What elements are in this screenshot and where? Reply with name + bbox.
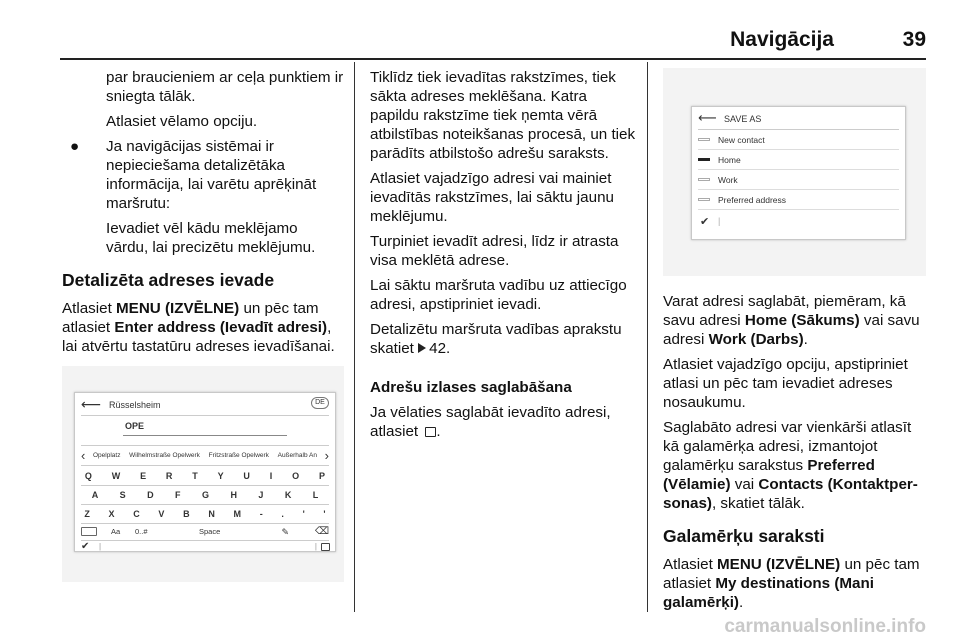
preferred-icon: [698, 198, 710, 201]
option-label: Home: [718, 154, 741, 165]
numbers-key[interactable]: 0..#: [135, 527, 148, 536]
page-title: Navigācija: [730, 28, 834, 51]
section-heading: Detalizēta adreses ievade: [62, 270, 275, 290]
work-label: Work (Darbs): [708, 331, 804, 348]
key[interactable]: Z: [84, 509, 90, 519]
save-as-figure: [663, 68, 926, 276]
key[interactable]: C: [133, 509, 140, 519]
paragraph: Saglabāto adresi var vienkārši atlasīt kā galamērķa adresi, izmantojot galamērķu sarakstus Preferred (Vēlamie) vai Contacts (Kontaktper-sonas), skatiet tālāk.: [663, 419, 918, 512]
header-rule: [60, 58, 926, 60]
keyboard-row-2: [75, 490, 335, 500]
key[interactable]: W: [111, 471, 121, 481]
back-arrow-icon[interactable]: ⟵: [698, 110, 717, 125]
menu-label: MENU (IZVĒLNE): [116, 300, 240, 317]
paragraph: Atlasiet vajadzīgo adresi vai mainiet ievadītās rakstzīmes, lai sāktu jaunu meklējumu.: [370, 170, 614, 225]
paragraph: par braucieniem ar ceļa punktiem ir sniegta tālāk.: [106, 69, 344, 105]
watermark: carmanualsonline.info: [724, 616, 926, 637]
suggestion[interactable]: Wilhelmstraße Opelwerk: [129, 452, 200, 459]
key[interactable]: Q: [84, 471, 92, 481]
paragraph: Tiklīdz tiek ievadītas rakstzīmes, tiek sākta adreses meklēšana. Katra papildu rakstzīme tiek ņemta vērā atbilstības noteikšanas procesā, un tiek parādīts atbilstošo adrešu saraksts.: [370, 69, 636, 162]
key[interactable]: T: [192, 471, 198, 481]
key[interactable]: ': [323, 509, 326, 519]
key[interactable]: M: [233, 509, 241, 519]
key[interactable]: V: [158, 509, 165, 519]
key[interactable]: P: [318, 471, 325, 481]
enter-address-label: Enter address (Ievadīt adresi): [114, 319, 328, 336]
keyboard-screen: [74, 392, 336, 552]
keyboard-row-1: [75, 471, 335, 481]
paragraph: Atlasiet MENU (IZVĒLNE) un pēc tam atlasiet Enter address (Ievadīt adresi), lai atvērtu tastatūru adreses ievadīšanai.: [62, 300, 335, 355]
key[interactable]: -: [259, 509, 263, 519]
option-label: Preferred address: [718, 194, 787, 205]
bullet-text: Ja navigācijas sistēmai ir nepieciešama detalizētāka informācija, lai varētu aprēķināt maršrutu:: [106, 138, 317, 212]
paragraph: Atlasiet MENU (IZVĒLNE) un pēc tam atlasiet My destinations (Mani galamērķi).: [663, 556, 920, 611]
chevron-left-icon[interactable]: ‹: [81, 448, 86, 463]
key[interactable]: S: [119, 490, 126, 500]
page-number: 39: [902, 28, 926, 51]
preferred-label: Preferred (Vēlamie): [663, 457, 875, 493]
save-icon[interactable]: [321, 543, 330, 551]
confirm-check-icon[interactable]: ✔: [700, 216, 710, 228]
language-icon[interactable]: DE: [311, 397, 329, 409]
keyboard-icon[interactable]: [81, 527, 97, 536]
paragraph: Atlasiet vajadzīgo opciju, apstipriniet atlasi un pēc tam ievadiet adreses nosaukumu.: [663, 356, 908, 411]
save-option-new-contact[interactable]: [698, 130, 899, 150]
column-divider-2: [647, 62, 648, 612]
key[interactable]: J: [258, 490, 264, 500]
cursor-icon: |: [718, 216, 721, 226]
key[interactable]: D: [147, 490, 154, 500]
input-underline: [123, 435, 287, 436]
city-field[interactable]: Rüsselsheim: [109, 400, 161, 410]
key[interactable]: Y: [217, 471, 224, 481]
work-icon: [698, 178, 710, 181]
paragraph: Lai sāktu maršruta vadību uz attiecīgo adresi, apstipriniet ievadi.: [370, 277, 627, 313]
save-option-home[interactable]: [698, 150, 899, 170]
key[interactable]: H: [230, 490, 237, 500]
back-arrow-icon[interactable]: ⟵: [81, 396, 102, 412]
key[interactable]: G: [201, 490, 209, 500]
key[interactable]: X: [108, 509, 115, 519]
save-as-title: SAVE AS: [724, 114, 762, 124]
paragraph: Atlasiet vēlamo opciju.: [106, 113, 258, 130]
paragraph: Detalizētu maršruta vadības aprakstu skatiet 42.: [370, 321, 622, 357]
cursor-icon: |: [99, 542, 102, 551]
backspace-icon[interactable]: ⌫: [314, 526, 329, 537]
suggestion[interactable]: Außerhalb An: [277, 452, 317, 459]
save-option-work[interactable]: [698, 170, 899, 190]
home-icon: [698, 158, 710, 161]
key[interactable]: E: [140, 471, 147, 481]
confirm-check-icon[interactable]: ✔: [81, 541, 90, 552]
left-column: [62, 68, 344, 362]
paragraph: Ievadiet vēl kādu meklējamo vārdu, lai precizētu meklējumu.: [106, 220, 316, 256]
key[interactable]: L: [312, 490, 319, 500]
contacts-label: Contacts (Kontaktper-sonas): [663, 476, 918, 512]
chevron-right-icon[interactable]: ›: [324, 448, 329, 463]
paragraph: Varat adresi saglabāt, piemēram, kā savu adresi Home (Sākums) vai savu adresi Work (Darbs).: [663, 293, 920, 348]
middle-column: [370, 68, 636, 447]
column-divider-1: [354, 62, 355, 612]
keyboard-row-3: [75, 509, 335, 519]
right-column: [663, 292, 929, 618]
page-ref-arrow-icon: [418, 343, 426, 353]
divider-icon: |: [314, 542, 317, 551]
suggestion[interactable]: Fritzstraße Opelwerk: [208, 452, 269, 459]
key[interactable]: O: [292, 471, 300, 481]
home-label: Home (Sākums): [744, 312, 860, 329]
keyboard-figure: [62, 366, 344, 582]
key[interactable]: U: [243, 471, 250, 481]
save-icon: [425, 427, 436, 437]
my-destinations-label: My destinations (Mani galamērķi): [663, 575, 874, 611]
key[interactable]: A: [91, 490, 99, 500]
save-option-preferred[interactable]: [698, 190, 899, 210]
bullet-dot: ●: [70, 138, 80, 155]
key[interactable]: B: [183, 509, 190, 519]
key[interactable]: I: [269, 471, 273, 481]
space-key[interactable]: Space: [199, 527, 221, 536]
handwriting-icon[interactable]: ✎: [281, 527, 289, 537]
key[interactable]: .: [281, 509, 284, 519]
key[interactable]: F: [175, 490, 181, 500]
key[interactable]: N: [208, 509, 215, 519]
option-label: New contact: [718, 134, 765, 145]
paragraph: Ja vēlaties saglabāt ievadīto adresi, atlasiet .: [370, 404, 611, 440]
key[interactable]: ': [302, 509, 305, 519]
save-as-screen: [691, 106, 906, 240]
suggestion-bar: [93, 452, 317, 459]
key[interactable]: R: [165, 471, 173, 481]
key[interactable]: K: [284, 490, 292, 500]
paragraph: Turpiniet ievadīt adresi, līdz ir atrasta visa meklētā adrese.: [370, 233, 619, 269]
menu-label: MENU (IZVĒLNE): [717, 556, 841, 573]
subsection-heading: Adrešu izlases saglabāšana: [370, 379, 572, 396]
section-heading: Galamērķu saraksti: [663, 526, 825, 546]
case-key[interactable]: Aa: [111, 527, 121, 536]
bullet-item: [62, 137, 344, 213]
contact-icon: [698, 138, 710, 141]
suggestion[interactable]: Opelplatz: [93, 452, 121, 459]
typed-text[interactable]: OPE: [125, 421, 145, 431]
page-header: [60, 28, 926, 58]
option-label: Work: [718, 174, 738, 185]
